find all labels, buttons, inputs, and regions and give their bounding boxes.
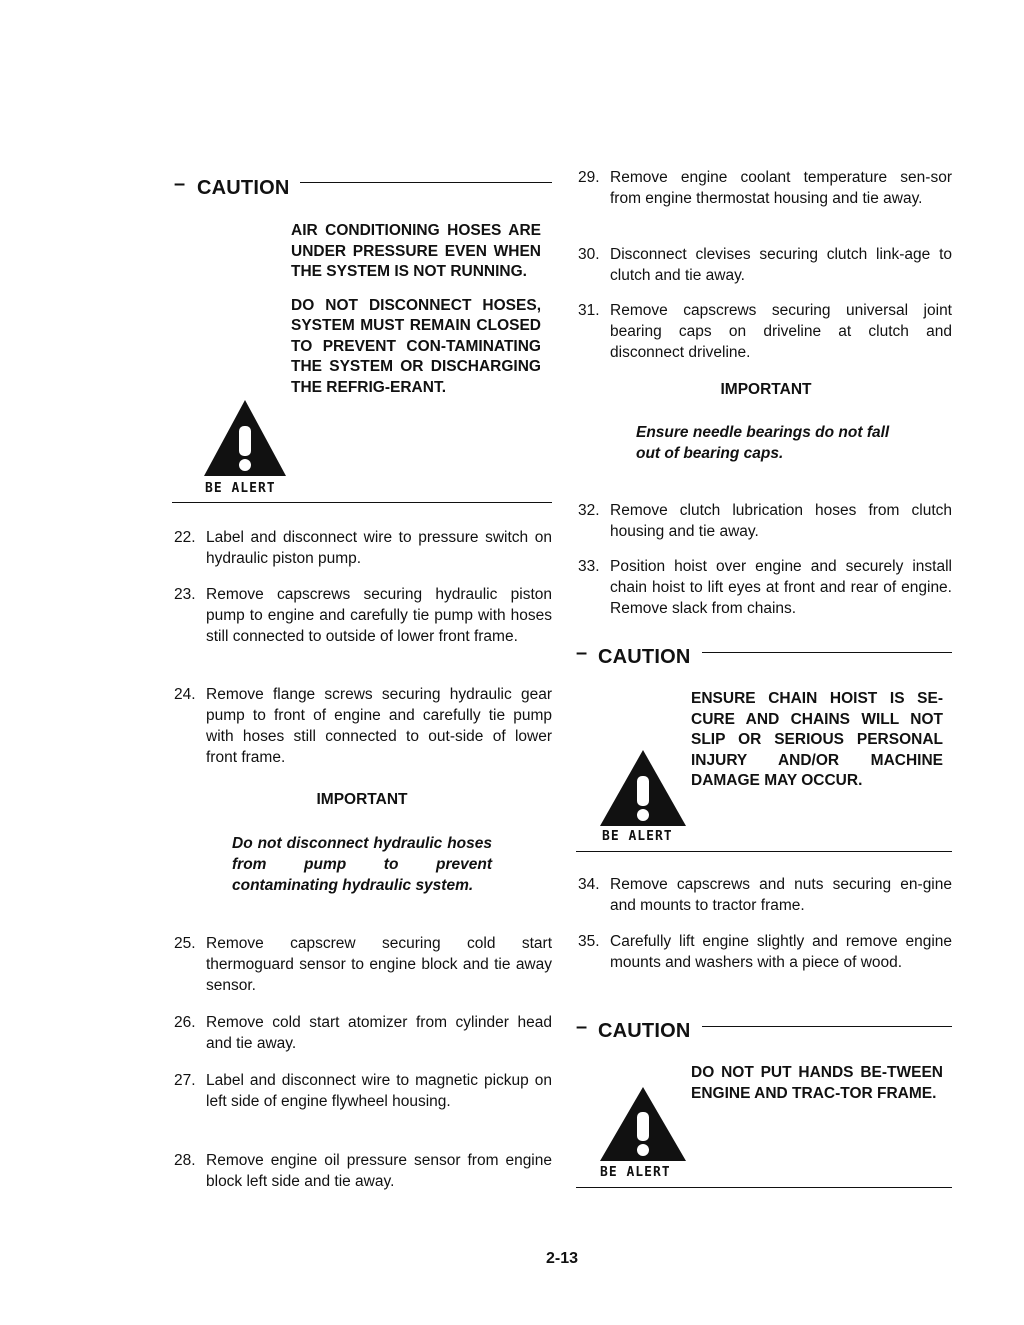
caution-bottom-rule xyxy=(576,1187,952,1188)
be-alert-label: BE ALERT xyxy=(602,829,673,844)
important-note: Ensure needle bearings do not fall out of bearing caps. xyxy=(636,424,890,462)
step-number: 30. xyxy=(578,246,600,263)
warning-triangle-icon xyxy=(202,398,288,478)
caution-text: ENSURE CHAIN HOIST IS SE-CURE AND CHAINS WILL NOT SLIP OR SERIOUS PERSONAL INJURY AND/OR MACHINE DAMAGE MAY OCCUR. xyxy=(691,690,943,789)
caution-heading: CAUTION xyxy=(598,646,691,668)
caution-heading-rule xyxy=(702,1026,952,1027)
step-number: 24. xyxy=(174,686,196,703)
step-text: Remove capscrew securing cold start thermoguard sensor to engine block and tie away sensor. xyxy=(206,935,552,994)
step-text: Remove capscrews securing universal joint bearing caps on driveline at clutch and disconnect driveline. xyxy=(610,302,952,361)
be-alert-label: BE ALERT xyxy=(205,481,276,496)
step-item-29 xyxy=(578,167,952,231)
step-item-23 xyxy=(174,584,552,670)
step-text: Carefully lift engine slightly and remove engine mounts and washers with a piece of wood. xyxy=(610,933,952,971)
caution-text: DO NOT PUT HANDS BE-TWEEN ENGINE AND TRAC-TOR FRAME. xyxy=(691,1064,943,1102)
caution-dash: – xyxy=(576,1016,588,1038)
step-text: Position hoist over engine and securely install chain hoist to lift eyes at front and rear of engine. Remove slack from chains. xyxy=(610,558,952,617)
caution-heading: CAUTION xyxy=(197,177,290,199)
caution-dash: – xyxy=(174,173,186,195)
step-item-35 xyxy=(578,931,952,995)
step-number: 27. xyxy=(174,1072,196,1089)
step-item-31 xyxy=(578,300,952,364)
important-heading: IMPORTANT xyxy=(316,791,408,808)
step-number: 22. xyxy=(174,529,196,546)
step-text: Label and disconnect wire to pressure switch on hydraulic piston pump. xyxy=(206,529,552,567)
step-text: Remove engine oil pressure sensor from engine block left side and tie away. xyxy=(206,1152,552,1190)
step-number: 29. xyxy=(578,169,600,186)
step-number: 25. xyxy=(174,935,196,952)
step-number: 28. xyxy=(174,1152,196,1169)
step-number: 32. xyxy=(578,502,600,519)
caution-text xyxy=(291,221,541,398)
step-item-30 xyxy=(578,244,952,288)
step-item-32 xyxy=(578,500,952,544)
caution-bottom-rule xyxy=(576,851,952,852)
page-number: 2-13 xyxy=(545,1250,579,1267)
step-number: 31. xyxy=(578,302,600,319)
caution-dash: – xyxy=(576,642,588,664)
step-text: Remove engine coolant temperature sen-sor from engine thermostat housing and tie away. xyxy=(610,169,952,207)
step-number: 23. xyxy=(174,586,196,603)
be-alert-label: BE ALERT xyxy=(600,1165,671,1180)
step-item-28 xyxy=(174,1150,552,1194)
step-item-24 xyxy=(174,684,552,770)
step-text: Remove clutch lubrication hoses from clutch housing and tie away. xyxy=(610,502,952,540)
warning-triangle-icon xyxy=(598,748,688,828)
caution-bottom-rule xyxy=(172,502,552,503)
step-number: 26. xyxy=(174,1014,196,1031)
caution-heading-rule xyxy=(702,652,952,653)
caution-paragraph-1: AIR CONDITIONING HOSES ARE UNDER PRESSURE EVEN WHEN THE SYSTEM IS NOT RUNNING. xyxy=(291,222,541,280)
caution-heading-rule xyxy=(300,182,552,183)
step-number: 35. xyxy=(578,933,600,950)
step-text: Label and disconnect wire to magnetic pickup on left side of engine flywheel housing. xyxy=(206,1072,552,1110)
important-note: Do not disconnect hydraulic hoses from pump to prevent contaminating hydraulic system. xyxy=(232,835,492,894)
step-item-34 xyxy=(578,874,952,918)
important-heading: IMPORTANT xyxy=(720,381,812,398)
step-text: Remove capscrews and nuts securing en-gine and mounts to tractor frame. xyxy=(610,876,952,914)
warning-triangle-icon xyxy=(598,1085,688,1163)
step-item-27 xyxy=(174,1070,552,1134)
step-text: Remove cold start atomizer from cylinder head and tie away. xyxy=(206,1014,552,1052)
step-item-22 xyxy=(174,527,552,571)
step-number: 34. xyxy=(578,876,600,893)
step-text: Disconnect clevises securing clutch link-age to clutch and tie away. xyxy=(610,246,952,284)
caution-paragraph-2: DO NOT DISCONNECT HOSES, SYSTEM MUST REMAIN CLOSED TO PREVENT CON-TAMINATING THE SYSTEM OR DISCHARGING THE REFRIG-ERANT. xyxy=(291,296,541,396)
step-number: 33. xyxy=(578,558,600,575)
step-item-26 xyxy=(174,1012,552,1056)
step-item-33 xyxy=(578,556,952,620)
step-text: Remove capscrews securing hydraulic piston pump to engine and carefully tie pump with hoses still connected to outside of lower front frame. xyxy=(206,586,552,645)
step-item-25 xyxy=(174,933,552,997)
step-text: Remove flange screws securing hydraulic gear pump to front of engine and carefully tie pump with hoses still connected to out-side of lower front frame. xyxy=(206,686,552,766)
caution-heading: CAUTION xyxy=(598,1020,691,1042)
